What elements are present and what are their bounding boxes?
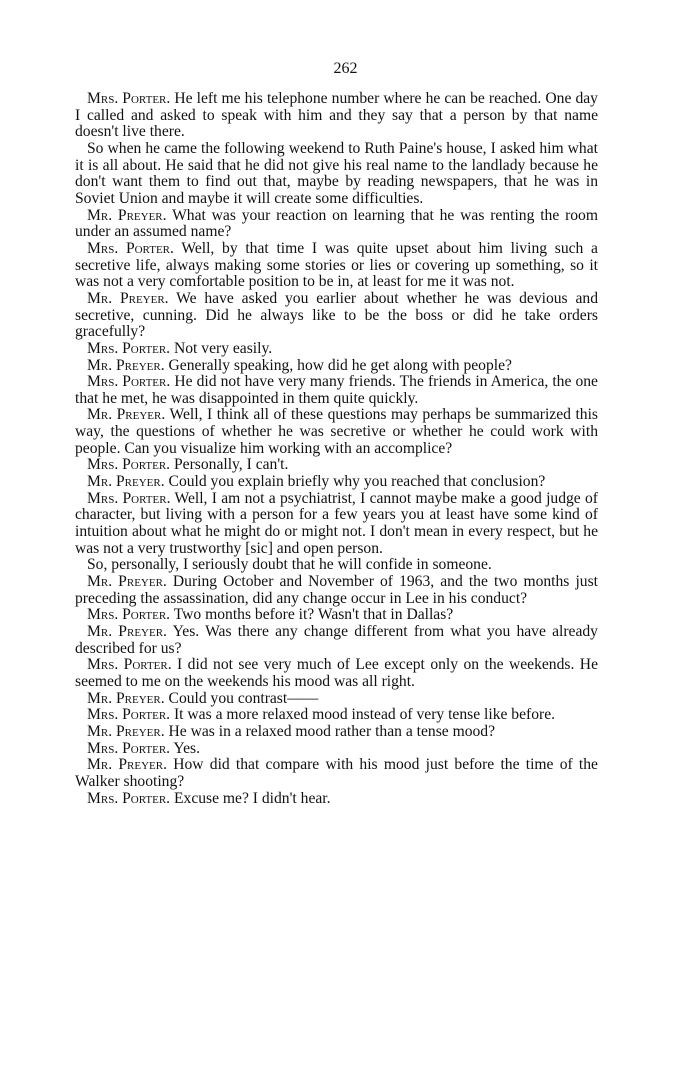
paragraph-text: Generally speaking, how did he get along with people? [164, 356, 512, 374]
speaker-name: Mrs. Porter. [87, 489, 171, 507]
paragraph-text: Well, I think all of these questions may perhaps be summarized this way, the questions of whether he was secretive or whether he could work with people. Can you visualize him working with an accomplice? [75, 406, 598, 457]
paragraph-text: Could you contrast—— [164, 689, 319, 707]
speaker-name: Mr. Preyer. [87, 573, 167, 591]
paragraph-text: Yes. [170, 739, 201, 757]
speaker-name: Mrs. Porter. [87, 456, 171, 474]
speaker-name: Mr. Preyer. [87, 356, 165, 374]
transcript-paragraph [75, 208, 598, 241]
paragraph-text: He did not have very many friends. The friends in America, the one that he met, he was disappointed in them quite quickly. [75, 373, 598, 407]
transcript-paragraph [75, 707, 598, 724]
transcript-paragraph [75, 624, 598, 657]
transcript-paragraph [75, 557, 598, 574]
speaker-name: Mr. Preyer. [87, 473, 165, 491]
paragraph-text: Personally, I can't. [170, 456, 289, 474]
transcript-paragraph [75, 491, 598, 558]
paragraph-text: So when he came the following weekend to Ruth Paine's house, I asked him what it is all about. He said that he did not give his real name to the landlady because he don't want them to find out that, maybe by reading newspapers, that he was in Soviet Union and maybe it will create some difficulties. [75, 139, 598, 207]
paragraph-text: Yes. Was there any change different from what you have already described for us? [75, 623, 598, 657]
paragraph-text: Could you explain briefly why you reached that conclusion? [164, 473, 546, 491]
speaker-name: Mrs. Porter. [87, 606, 171, 624]
transcript-paragraph [75, 691, 598, 708]
speaker-name: Mrs. Porter. [87, 373, 171, 391]
speaker-name: Mr. Preyer. [87, 406, 166, 424]
transcript-paragraph [75, 741, 598, 758]
speaker-name: Mr. Preyer. [87, 623, 167, 640]
speaker-name: Mrs. Porter. [87, 739, 171, 757]
transcript-paragraph [75, 657, 598, 690]
paragraph-text: Excuse me? I didn't hear. [170, 789, 331, 807]
page-number: 262 [333, 60, 358, 77]
transcript-paragraph [75, 574, 598, 607]
transcript-paragraph [75, 457, 598, 474]
paragraph-text: Well, by that time I was quite upset about him living such a secretive life, always making some stories or lies or covering up something, so it was not a very comfortable position to be in, at least for me it was not. [75, 239, 598, 291]
speaker-name: Mrs. Porter. [87, 90, 171, 107]
transcript-paragraph [75, 91, 598, 141]
speaker-name: Mrs. Porter. [87, 239, 174, 257]
speaker-name: Mr. Preyer. [87, 689, 165, 707]
paragraph-text: He was in a relaxed mood rather than a tense mood? [164, 722, 496, 740]
transcript-paragraph [75, 241, 598, 291]
transcript-paragraph [75, 141, 598, 208]
speaker-name: Mrs. Porter. [87, 339, 171, 357]
speaker-name: Mr. Preyer. [87, 756, 167, 774]
speaker-name: Mrs. Porter. [87, 656, 172, 674]
transcript-paragraph [75, 291, 598, 341]
paragraph-text: He left me his telephone number where he can be reached. One day I called and asked to speak with him and they say that a person by that name doesn't live there. [75, 90, 598, 141]
transcript-paragraph [75, 358, 598, 375]
transcript-paragraph [75, 724, 598, 741]
speaker-name: Mr. Preyer. [87, 722, 165, 740]
speaker-name: Mrs. Porter. [87, 789, 171, 807]
transcript-paragraph [75, 607, 598, 624]
transcript-paragraph [75, 407, 598, 457]
paragraph-text: During October and November of 1963, and the two months just preceding the assassination, did any change occur in Lee in his conduct? [75, 573, 598, 607]
paragraph-text: I did not see very much of Lee except only on the weekends. He seemed to me on the weekends his mood was all right. [75, 656, 598, 690]
paragraph-text: Two months before it? Wasn't that in Dallas? [170, 606, 454, 624]
paragraph-text: So, personally, I seriously doubt that he will confide in someone. [87, 556, 492, 574]
transcript-paragraph [75, 791, 598, 808]
paragraph-text: It was a more relaxed mood instead of very tense like before. [170, 706, 556, 724]
transcript-paragraph [75, 757, 598, 790]
paragraph-text: What was your reaction on learning that he was renting the room under an assumed name? [75, 206, 598, 241]
speaker-name: Mr. Preyer. [87, 289, 169, 307]
transcript-body [75, 91, 598, 807]
paragraph-text: Not very easily. [170, 339, 273, 357]
paragraph-text: We have asked you earlier about whether he was devious and secretive, cunning. Did he always like to be the boss or did he take orders gracefully? [75, 289, 598, 341]
paragraph-text: How did that compare with his mood just before the time of the Walker shooting? [75, 756, 598, 790]
speaker-name: Mrs. Porter. [87, 706, 171, 724]
speaker-name: Mr. Preyer. [87, 206, 167, 224]
transcript-paragraph [75, 474, 598, 491]
paragraph-text: Well, I am not a psychiatrist, I cannot maybe make a good judge of character, but living with a person for a few years you at least have some kind of intuition about what he might do or might not. I don't mean in every respect, but he was not a very trustworthy [sic] and open person. [75, 489, 598, 557]
transcript-paragraph [75, 374, 598, 407]
transcript-paragraph [75, 341, 598, 358]
